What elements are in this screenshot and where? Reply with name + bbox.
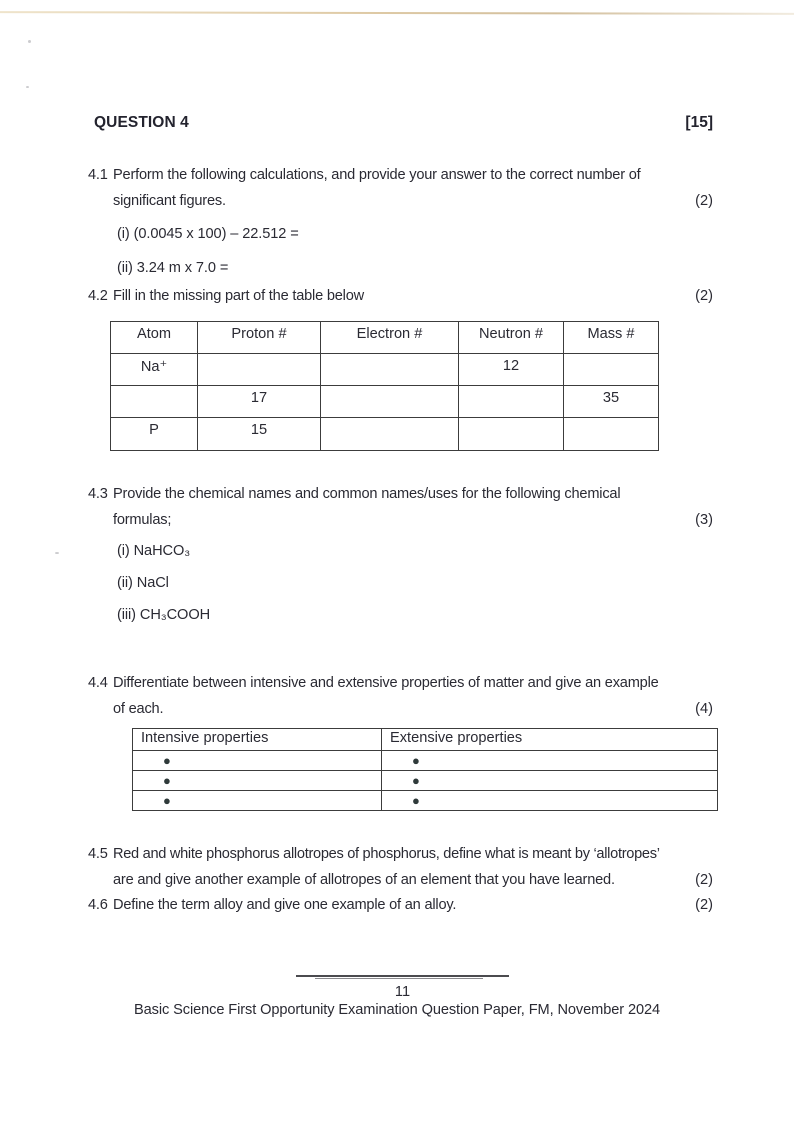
question-number: 4.3 [88,486,108,502]
sub-item-4-3-i: (i) NaHCO₃ [117,543,191,559]
total-marks-badge: [15] [685,114,713,131]
question-4-4 [88,670,713,722]
atomic-structure-table [110,321,659,451]
marks-badge: (2) [695,288,713,304]
data-cell [459,386,564,418]
data-cell: 17 [198,386,321,418]
question-line-2: formulas; [113,512,172,528]
question-4-3 [88,481,713,533]
bullet-icon: ● [412,773,420,788]
header-cell: Intensive properties [133,729,382,751]
data-cell [321,386,459,418]
header-cell: Neutron # [459,322,564,354]
marks-badge: (2) [695,872,713,888]
question-number: 4.2 [88,288,108,304]
question-line-1: Differentiate between intensive and extensive properties of matter and give an example [113,675,659,691]
bullet-cell [133,751,382,771]
data-cell: 12 [459,354,564,386]
page-header [94,110,713,136]
data-cell: 35 [564,386,659,418]
data-cell [564,354,659,386]
ink-speck [26,86,29,88]
bullet-icon: ● [412,753,420,768]
header-cell: Mass # [564,322,659,354]
header-cell: Proton # [198,322,321,354]
marks-badge: (3) [695,512,713,528]
question-line-1: Fill in the missing part of the table below [113,288,364,304]
sub-item-4-1-ii: (ii) 3.24 m x 7.0 = [117,260,229,276]
question-number: 4.1 [88,167,108,183]
question-line-2: of each. [113,701,164,717]
table-header-row [111,322,659,354]
data-cell: Na⁺ [111,354,198,386]
header-cell: Atom [111,322,198,354]
scan-artifact-line [0,11,794,15]
table-row [133,751,718,771]
ink-speck [55,552,59,554]
question-4-6 [88,892,713,918]
data-cell [321,418,459,451]
table-header-row [133,729,718,751]
question-line-2: significant figures. [113,193,226,209]
properties-table [132,728,718,811]
sub-item-4-1-i: (i) (0.0045 x 100) – 22.512 = [117,226,299,242]
table-row [111,386,659,418]
marks-badge: (2) [695,897,713,913]
question-4-5 [88,841,713,893]
data-cell: 15 [198,418,321,451]
footer-text: Basic Science First Opportunity Examination Question Paper, FM, November 2024 [133,1002,661,1018]
sub-item-4-3-iii: (iii) CH₃COOH [117,607,211,623]
data-cell: P [111,418,198,451]
question-line-1: Provide the chemical names and common names/uses for the following chemical [113,486,621,502]
data-cell [111,386,198,418]
marks-badge: (4) [695,701,713,717]
bullet-cell [382,791,718,811]
question-4-2 [88,283,713,309]
question-4-1 [88,162,713,214]
data-cell [564,418,659,451]
table-row [111,418,659,451]
bullet-cell [133,791,382,811]
question-number: 4.4 [88,675,108,691]
bullet-cell [382,751,718,771]
bullet-cell [382,771,718,791]
question-line-1: Red and white phosphorus allotropes of phosphorus, define what is meant by ‘allotropes’ [113,846,660,862]
question-line-2: are and give another example of allotropes of an element that you have learned. [113,872,615,888]
ink-speck [28,40,31,43]
question-title: QUESTION 4 [94,114,189,131]
bullet-icon: ● [163,773,171,788]
data-cell [459,418,564,451]
question-line-1: Define the term alloy and give one example of an alloy. [113,897,457,913]
table-row [111,354,659,386]
footer-divider [296,975,509,977]
marks-badge: (2) [695,193,713,209]
question-number: 4.5 [88,846,108,862]
sub-item-4-3-ii: (ii) NaCl [117,575,169,591]
bullet-icon: ● [412,793,420,808]
question-line-1: Perform the following calculations, and provide your answer to the correct number of [113,167,641,183]
data-cell [321,354,459,386]
bullet-icon: ● [163,753,171,768]
header-cell: Electron # [321,322,459,354]
data-cell [198,354,321,386]
question-number: 4.6 [88,897,108,913]
table-row [133,771,718,791]
header-cell: Extensive properties [382,729,718,751]
page-number: 11 [394,984,411,1000]
bullet-icon: ● [163,793,171,808]
bullet-cell [133,771,382,791]
table-row [133,791,718,811]
